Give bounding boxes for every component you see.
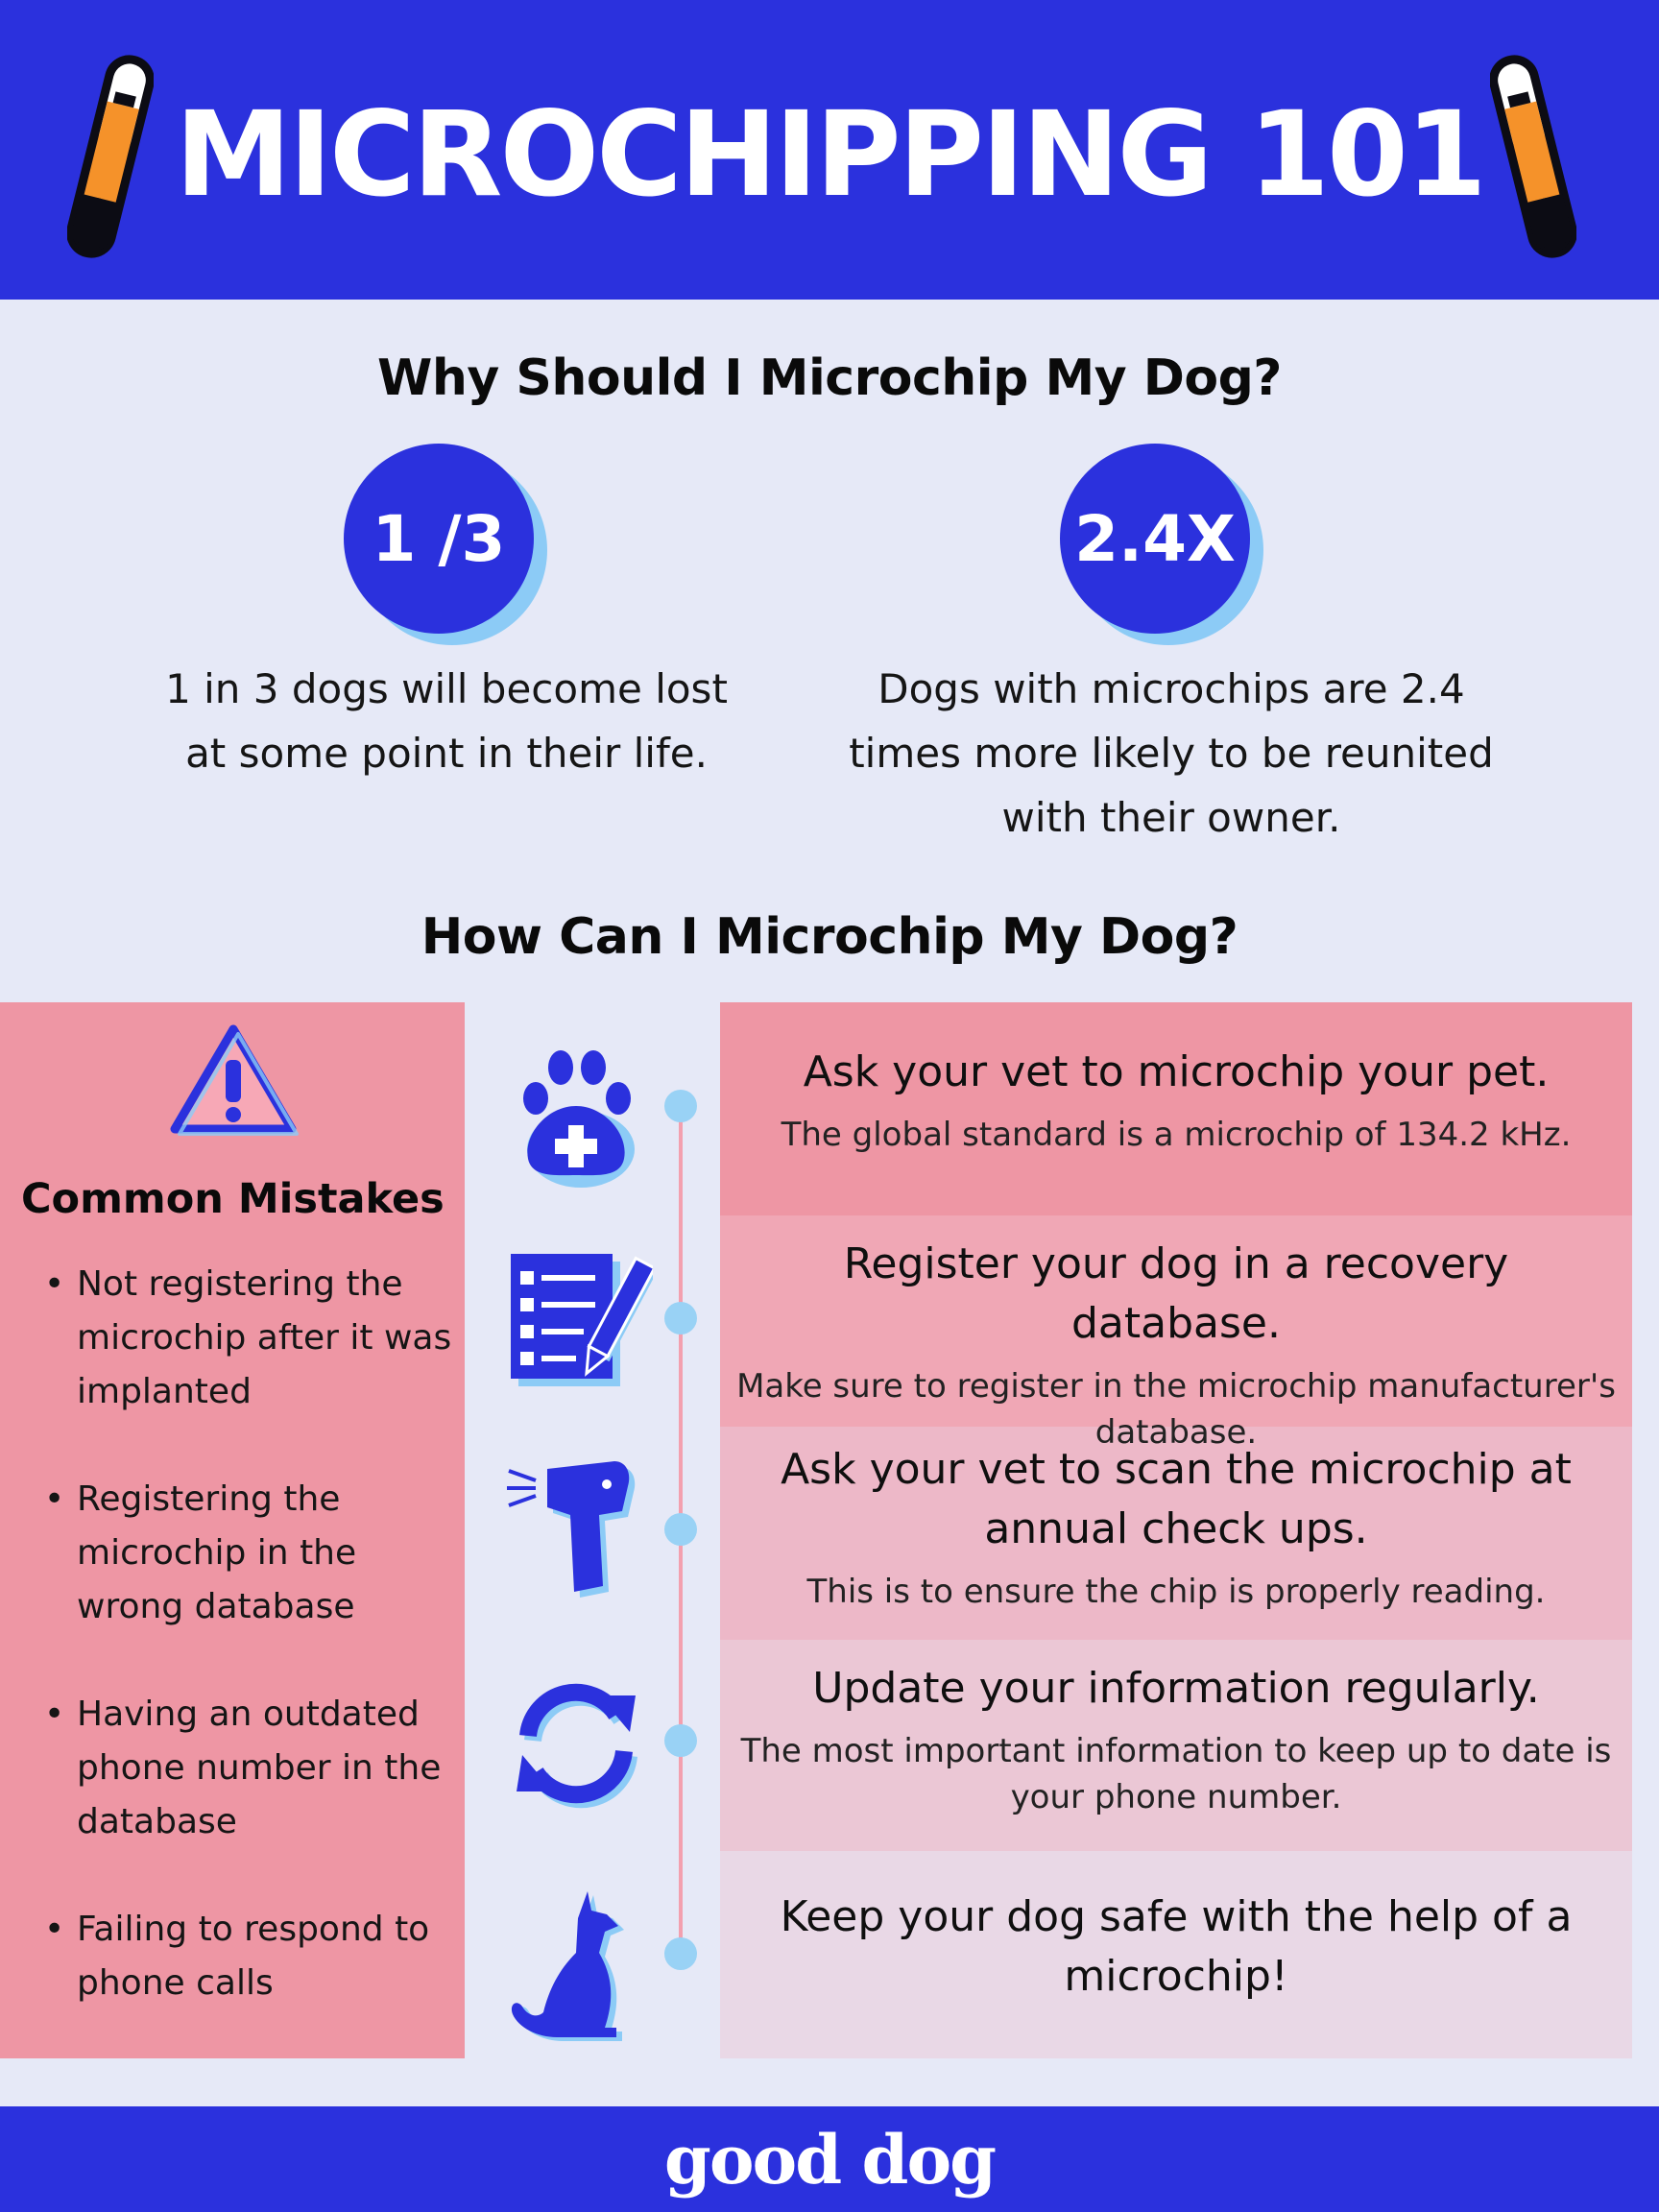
- timeline-dot: [664, 1513, 697, 1546]
- step-title: Ask your vet to microchip your pet.: [803, 1047, 1550, 1096]
- step-4: [720, 1659, 1632, 1820]
- step-3: [720, 1440, 1632, 1615]
- why-section-title: Why Should I Microchip My Dog?: [377, 349, 1282, 407]
- step-description: Make sure to register in the microchip manufacturer's database.: [736, 1367, 1616, 1452]
- dog-icon: [499, 1884, 653, 2047]
- step-title: Register your dog in a recovery database.: [843, 1239, 1509, 1348]
- timeline-dot: [664, 1302, 697, 1334]
- mistake-item: • Having an outdated phone number in the database: [44, 1695, 442, 1841]
- step-title: Ask your vet to scan the microchip at annual check ups.: [781, 1445, 1572, 1553]
- step-title: Update your information regularly.: [812, 1664, 1540, 1713]
- microchip-icon: [1490, 46, 1576, 267]
- stat-circle-reunited: 2.4X: [1060, 444, 1250, 634]
- scanner-icon: [499, 1452, 653, 1605]
- brand-logo: good dog: [663, 2120, 996, 2200]
- step-description: The most important information to keep up to date is your phone number.: [740, 1732, 1612, 1816]
- warning-icon: [165, 1016, 301, 1139]
- timeline-dot: [664, 1090, 697, 1122]
- step-description: This is to ensure the chip is properly reading.: [806, 1573, 1546, 1611]
- stat-circle-lost: 1 /3: [344, 444, 534, 634]
- header-banner: [0, 0, 1659, 300]
- timeline-dot: [664, 1724, 697, 1757]
- step-title: Keep your dog safe with the help of a microchip!: [780, 1892, 1573, 2001]
- step-2: [720, 1235, 1632, 1455]
- how-section-title: How Can I Microchip My Dog?: [421, 908, 1238, 966]
- page-title: MICROCHIPPING 101: [175, 86, 1484, 223]
- common-mistakes-title: Common Mistakes: [21, 1175, 445, 1223]
- timeline-dot: [664, 1937, 697, 1970]
- mistake-item: • Not registering the microchip after it was implanted: [44, 1264, 452, 1411]
- refresh-icon: [499, 1667, 653, 1820]
- step-description: The global standard is a microchip of 134.2 kHz.: [781, 1116, 1572, 1154]
- checklist-icon: [499, 1246, 653, 1400]
- footer-banner: [0, 2106, 1659, 2212]
- mistake-item: • Failing to respond to phone calls: [44, 1910, 430, 2003]
- stat-text-lost: 1 in 3 dogs will become lost at some point in their life.: [165, 665, 728, 777]
- step-5: [720, 1887, 1632, 2007]
- stat-text-reunited: Dogs with microchips are 2.4 times more likely to be reunited with their owner.: [849, 665, 1494, 841]
- paw-medical-icon: [499, 1039, 653, 1192]
- common-mistakes-panel: [0, 1002, 465, 2058]
- mistake-item: • Registering the microchip in the wrong database: [44, 1479, 357, 1626]
- step-1: [720, 1043, 1632, 1158]
